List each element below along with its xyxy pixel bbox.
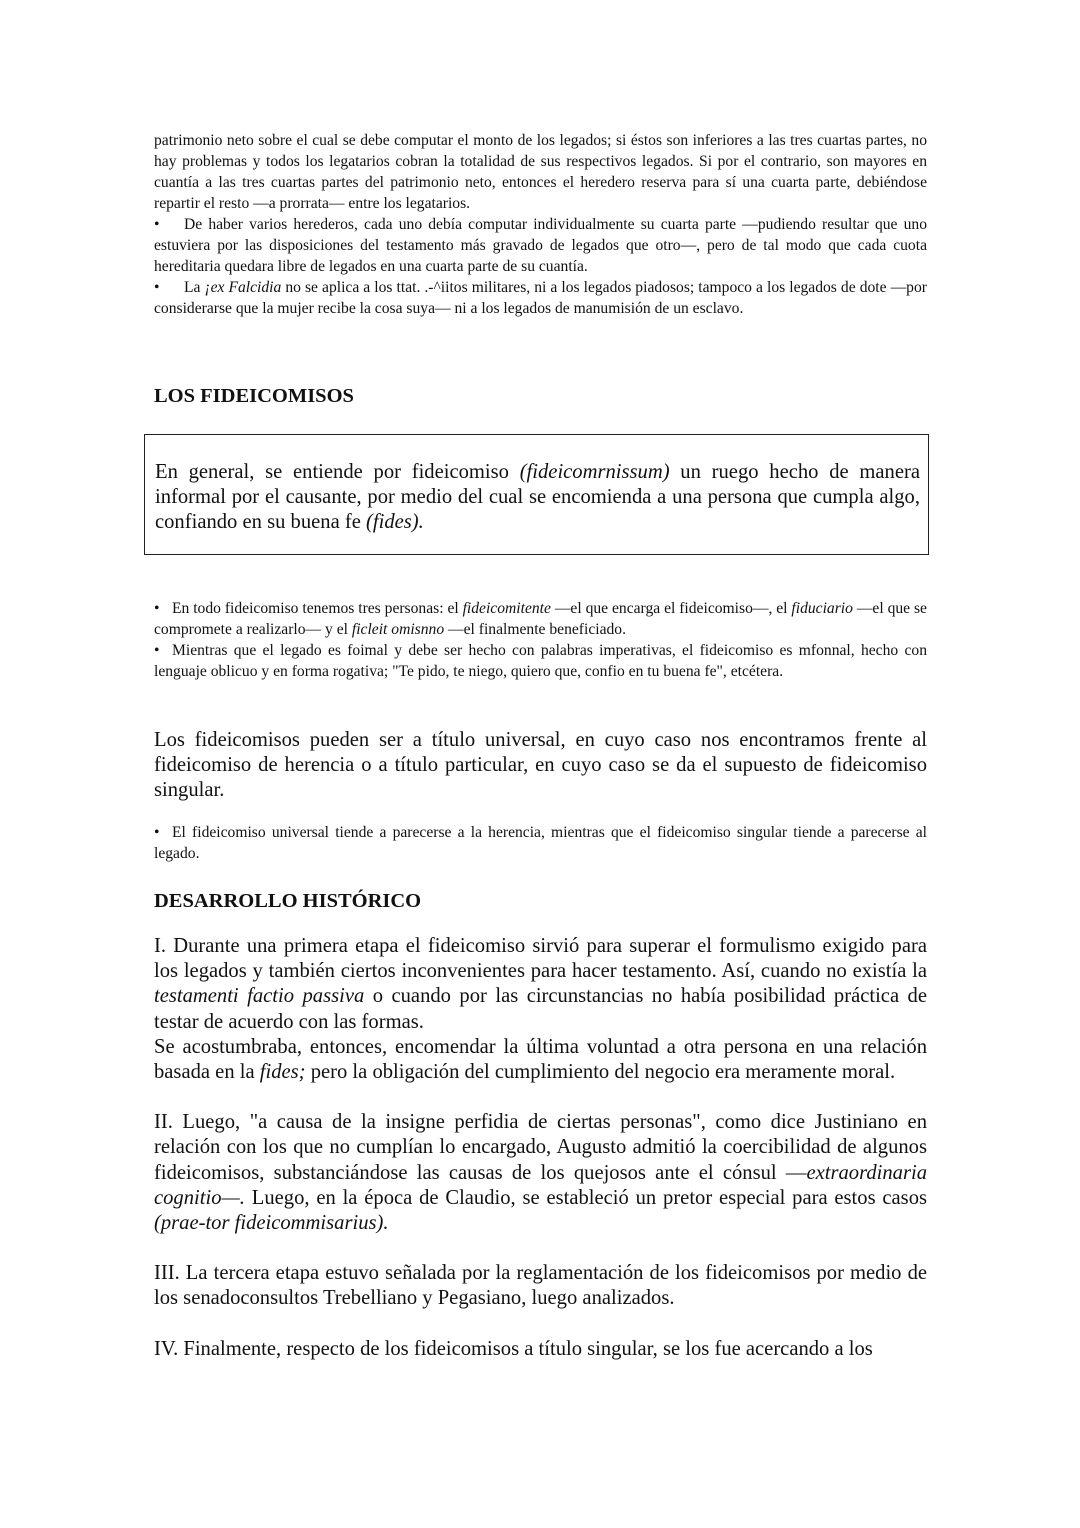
definition-mid: un ruego hecho de manera informal por el causante, por medio del cual se encomienda a una persona que cumpla algo, confiando en su buena fe xyxy=(155,461,920,534)
fideicomiso-bullet-2 xyxy=(154,640,927,682)
bullet-1-part-3: —el que se compromete a realizarlo— y el xyxy=(154,600,927,638)
universal-particular-text: Los fideicomisos pueden ser a título universal, en cuyo caso nos encontramos frente al fideicomiso de herencia o a título particular, en cuyo caso se da el supuesto de fideicomiso singular. xyxy=(154,729,927,802)
historia-p1b-part-1: Se acostumbraba, entonces, encomendar la última voluntad a otra persona en una relación basada en la xyxy=(154,1035,927,1084)
bullet-icon: • xyxy=(154,279,160,296)
bullet-1-term-2: fiduciario xyxy=(791,600,853,617)
fideicomiso-bullet-3-block xyxy=(154,822,927,864)
bullet-icon: • xyxy=(154,216,160,233)
historia-p2-part-1: II. Luego, "a causa de la insigne perfidia de ciertas personas", como dice Justiniano en relación con los que no cumplían lo encargado, Augusto admitió la coercibilidad de algunos fideicomisos, substanciándose las causas de los quejosos ante el cónsul — xyxy=(154,1111,927,1184)
fideicomiso-bullet-3 xyxy=(154,822,927,864)
historia-p3: III. La tercera etapa estuvo señalada por la reglamentación de los fideicomisos por medio de los senadoconsultos Trebelliano y Pegasiano, luego analizados. xyxy=(154,1262,927,1310)
definition-italic-fides: (fides). xyxy=(366,511,424,534)
intro-bullet-2-pre: La xyxy=(184,279,205,296)
historia-p1 xyxy=(154,934,927,1035)
historia-p2 xyxy=(154,1110,927,1236)
historia-p2-part-2: Luego, en la época de Claudio, se estableció un pretor especial para estos casos xyxy=(244,1186,927,1209)
definition-pre: En general, se entiende por fideicomiso xyxy=(155,461,520,483)
section-heading-desarrollo: DESARROLLO HISTÓRICO xyxy=(154,890,422,912)
section-heading-fideicomisos: LOS FIDEICOMISOS xyxy=(154,385,354,407)
intro-block xyxy=(154,130,927,319)
historia-block xyxy=(154,934,927,1362)
intro-bullet-1-text: De haber varios herederos, cada uno debía computar individualmente su cuarta parte —pudiendo resultar que uno estuviera por las disposiciones del testamento más gravado de legados que otro—, pero de tal modo que cada cuota hereditaria quedara libre de legados en una cuarta parte de su cuantía. xyxy=(154,216,927,275)
definition-text xyxy=(155,460,920,536)
fideicomiso-bullets xyxy=(154,598,927,682)
bullet-1-term-1: fideicomitente xyxy=(462,600,551,617)
historia-p1b-part-2: pero la obligación del cumplimiento del negocio era meramente moral. xyxy=(305,1061,896,1084)
intro-bullet-2-italic: ¡ex Falcidia xyxy=(204,279,282,296)
historia-p2-term-1: extraordinaria cognitio—. xyxy=(154,1161,927,1209)
bullet-icon: • xyxy=(154,642,160,659)
definition-italic-term: (fideicomrnissum) xyxy=(519,461,670,483)
bullet-2-text: Mientras que el legado es foimal y debe ser hecho con palabras imperativas, el fideicomiso es mfonnal, hecho con lenguaje oblicuo y en forma rogativa; "Te pido, te niego, quiero que, confio en tu buena fe", etcétera. xyxy=(154,642,927,680)
historia-p1b-term: fides; xyxy=(259,1061,306,1084)
historia-p4: IV. Finalmente, respecto de los fideicomisos a título singular, se los fue acercando a los xyxy=(154,1337,873,1360)
intro-bullet-2-post: no se aplica a los ttat. .-^iitos militares, ni a los legados piadosos; tampoco a los legados de dote —por considerarse que la mujer recibe la cosa suya— ni a los legados de manumisión de un esclavo. xyxy=(154,279,927,317)
bullet-1-part-2: —el que encarga el fideicomiso—, el xyxy=(550,600,792,617)
intro-paragraph: patrimonio neto sobre el cual se debe computar el monto de los legados; si éstos son inferiores a las tres cuartas partes, no hay problemas y todos los legatarios cobran la totalidad de sus respectivos legados. Si por el contrario, son mayores en cuantía a las tres cuartas partes del patrimonio neto, entonces el heredero reserva para sí una cuarta parte, debiéndose repartir el resto —a prorrata— entre los legatarios. xyxy=(154,132,927,212)
bullet-3-text: El fideicomiso universal tiende a parecerse a la herencia, mientras que el fideicomiso singular tiende a parecerse al legado. xyxy=(154,824,927,862)
historia-p1-term: testamenti factio passiva xyxy=(154,985,365,1008)
intro-bullet-2 xyxy=(154,277,927,319)
fideicomiso-bullet-1 xyxy=(154,598,927,640)
bullet-1-part-4: —el finalmente beneficiado. xyxy=(444,621,626,638)
intro-bullet-1 xyxy=(154,214,927,277)
historia-p1b xyxy=(154,1035,927,1085)
historia-p1-part-2: o cuando por las circunstancias no había posibilidad práctica de testar de acuerdo con las formas. xyxy=(154,985,927,1033)
bullet-1-part-1: En todo fideicomiso tenemos tres personas: el xyxy=(172,600,463,617)
bullet-1-term-3: ficleit omisnno xyxy=(351,621,445,638)
universal-particular-paragraph xyxy=(154,728,927,804)
definition-box xyxy=(144,434,929,555)
bullet-icon: • xyxy=(154,600,160,617)
bullet-icon: • xyxy=(154,824,160,841)
historia-p2-term-2: (prae-tor fideicommisarius). xyxy=(154,1212,389,1235)
historia-p1-part-1: I. Durante una primera etapa el fideicomiso sirvió para superar el formulismo exigido para los legados y también ciertos inconvenientes para hacer testamento. Así, cuando no existía la xyxy=(154,935,927,983)
